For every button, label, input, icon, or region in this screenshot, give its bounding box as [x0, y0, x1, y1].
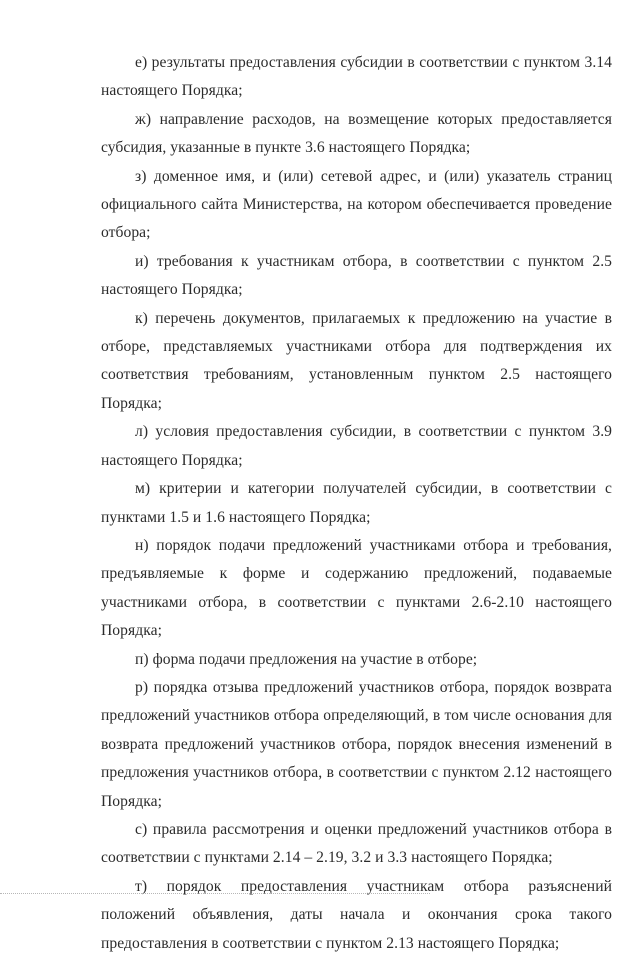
paragraph-r: р) порядка отзыва предложений участников отбора, порядок возврата предложений участников отбора определяющий, в том числе основания для возврата предложений участников отбора, порядок внесения изменений в предложения участников отбора, в соответствии с пунктом 2.12 настоящего Порядка; [101, 678, 612, 810]
document-body [101, 49, 612, 958]
paragraph-l: л) условия предоставления субсидии, в соответствии с пунктом 3.9 настоящего Порядка; [101, 423, 612, 469]
scan-edge-line [0, 893, 430, 894]
paragraph-k: к) перечень документов, прилагаемых к предложению на участие в отборе, представляемых участниками отбора для подтверждения их соответствия требованиям, установленным пунктом 2.5 настоящего Порядка; [101, 309, 612, 412]
paragraph-m: м) критерии и категории получателей субсидии, в соответствии с пунктами 1.5 и 1.6 настоящего Порядка; [101, 480, 612, 526]
paragraph-t: т) порядок предоставления участникам отбора разъяснений положений объявления, даты начала и окончания срока такого предоставления в соответствии с пунктом 2.13 настоящего Порядка; [101, 877, 612, 952]
paragraph-s: с) правила рассмотрения и оценки предложений участников отбора в соответствии с пунктами 2.14 – 2.19, 3.2 и 3.3 настоящего Порядка; [101, 820, 612, 867]
paragraph-i: и) требования к участникам отбора, в соответствии с пунктом 2.5 настоящего Порядка; [101, 252, 612, 299]
paragraph-zh: ж) направление расходов, на возмещение которых предоставляется субсидия, указанные в пункте 3.6 настоящего Порядка; [101, 110, 612, 157]
paragraph-e: е) результаты предоставления субсидии в соответствии с пунктом 3.14 настоящего Порядка; [101, 54, 612, 100]
paragraph-n: н) порядок подачи предложений участниками отбора и требования, предъявляемые к форме и содержанию предложений, подаваемые участниками отбора, в соответствии с пунктами 2.6-2.10 настоящего Порядка; [101, 536, 612, 640]
paragraph-z: з) доменное имя, и (или) сетевой адрес, и (или) указатель страниц официального сайта Министерства, на котором обеспечивается проведение отбора; [101, 167, 612, 242]
paragraph-p: п) форма подачи предложения на участие в отборе; [135, 650, 478, 668]
